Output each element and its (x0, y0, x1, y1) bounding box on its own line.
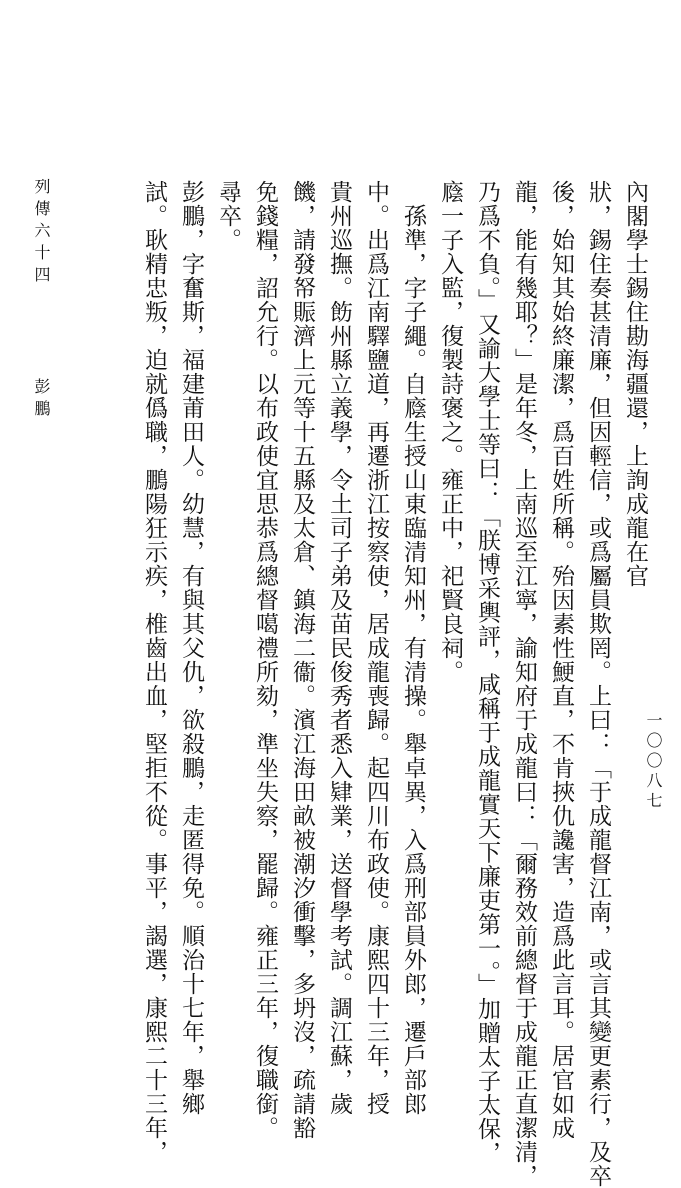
text-column: 後，始知其始終廉潔，爲百姓所稱。殆因素性鯁直，不肯挾仇讒害，造爲此言耳。居官如成 (548, 180, 574, 1140)
text-column: 中。出爲江南驛鹽道，再遷浙江按察使，居成龍喪歸。起四川布政使。康熙四十三年，授 (363, 180, 389, 1116)
text-column: 貴州巡撫。飭州縣立義學，令土司子弟及苗民俊秀者悉入肄業，送督學考試。調江蘇，歲 (326, 180, 352, 1116)
page-number: 一〇〇八七 (644, 712, 663, 812)
text-column: 饑，請發帑賑濟上元等十五縣及太倉、鎮海二衞。濱江海田畝被潮汐衝擊，多坍沒，疏請豁 (289, 180, 315, 1140)
paragraph-start-column: 孫準，字子繩。自廕生授山東臨清知州，有清操。舉卓異，入爲刑部員外郎，遷戶部郎 (400, 204, 426, 1116)
text-column: 狀，錫住奏甚清廉，但因輕信，或爲屬員欺罔。上曰：「于成龍督江南，或言其變更素行，及卒 (585, 180, 611, 1188)
text-column: 試。耿精忠叛，迫就僞職，鵬陽狂示疾，椎齒出血，堅拒不從。事平，謁選，康熙二十三年， (141, 180, 167, 1164)
biography-start-column: 彭鵬，字奮斯，福建莆田人。幼慧，有與其父仇，欲殺鵬，走匿得免。順治十七年，舉鄉 (178, 180, 204, 1116)
text-column: 廕一子入監，復製詩褒之。雍正中，祀賢良祠。 (437, 180, 463, 684)
body-text (135, 180, 653, 1188)
text-column: 乃爲不負。」又諭大學士等曰：「朕博采輿評，咸稱于成龍實天下廉吏第一。」加贈太子太保， (474, 180, 500, 1165)
text-column: 尋卒。 (215, 180, 241, 252)
text-column: 龍，能有幾耶？」是年冬，上南巡至江寧，諭知府于成龍曰：「爾務效前總督于成龍正直潔清， (511, 180, 537, 1188)
book-title: 列傳六十四 (32, 178, 51, 288)
text-column: 內閣學士錫住勘海疆還，上詢成龍在官 (622, 180, 648, 588)
chapter-name: 彭鵬 (32, 378, 51, 422)
text-column: 免錢糧，詔允行。以布政使宜思恭爲總督噶禮所劾，準坐失察，罷歸。雍正三年，復職銜。 (252, 180, 278, 1140)
running-header (30, 178, 53, 422)
